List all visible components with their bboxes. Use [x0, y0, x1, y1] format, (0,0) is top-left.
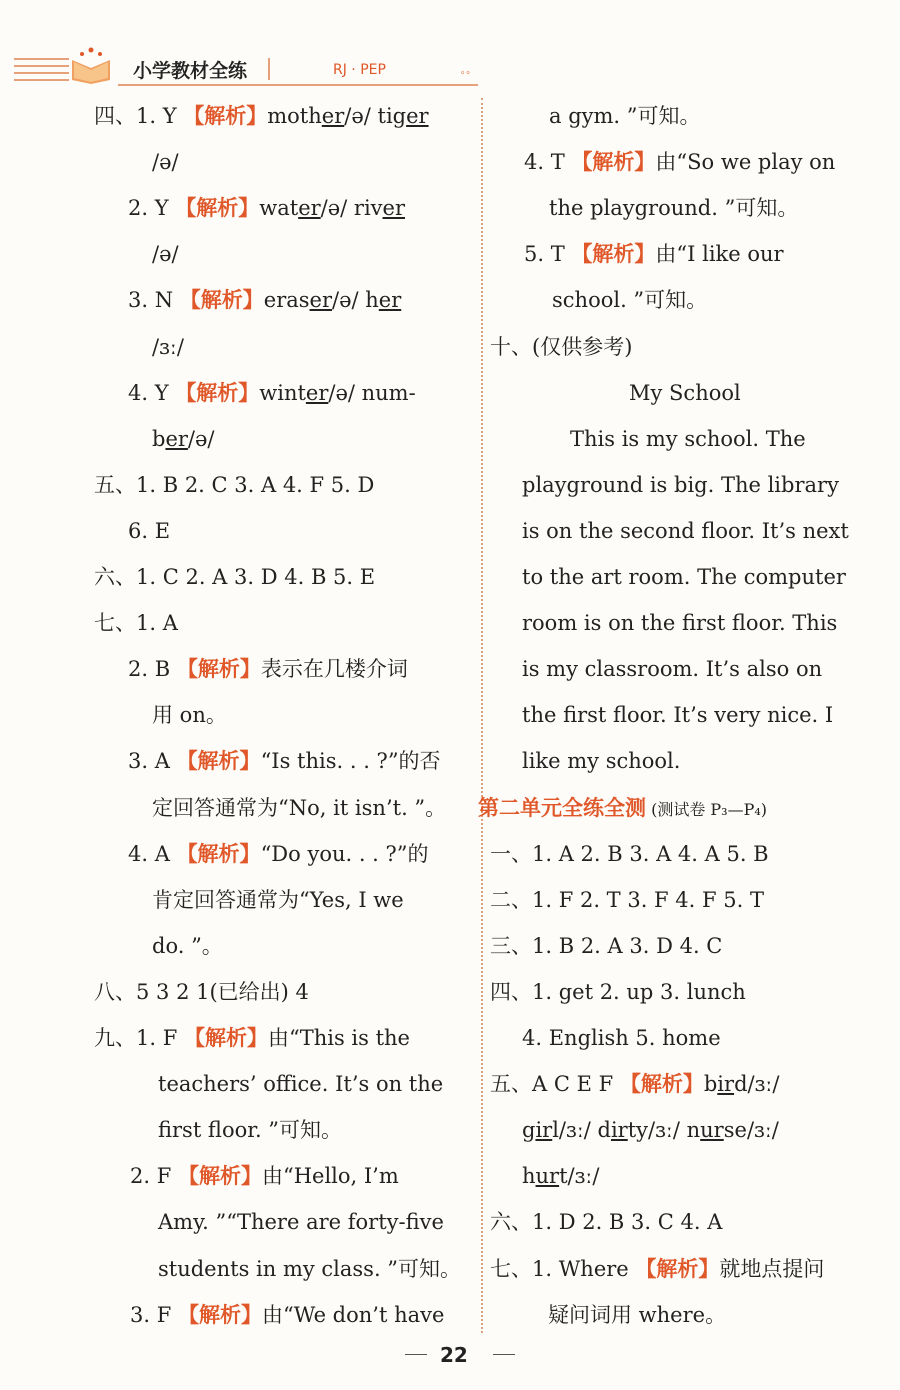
right-line [548, 1303, 726, 1327]
right-line [522, 565, 846, 589]
underlined-letters: er [378, 288, 402, 313]
text-run: b [703, 1072, 718, 1097]
right-line [490, 980, 746, 1004]
right-line [522, 749, 680, 773]
analysis-tag: 【解析】 [176, 841, 261, 866]
right-line [629, 381, 741, 405]
text-run: the first floor. It’s very nice. I [522, 703, 834, 728]
text-run: first floor. ”可知。 [158, 1118, 343, 1143]
left-line [128, 749, 441, 773]
right-line [478, 796, 767, 822]
header-decoration-lines [14, 58, 69, 86]
right-line [490, 888, 764, 912]
left-line [128, 842, 429, 866]
left-line [130, 1303, 444, 1327]
text-run: like my school. [522, 749, 681, 774]
text-run: 4. A [128, 841, 177, 866]
text-run: /ɜː/ [152, 334, 184, 359]
analysis-tag: 【解析】 [635, 1256, 720, 1281]
analysis-tag: 【解析】 [571, 242, 656, 267]
right-line [522, 1164, 599, 1188]
left-line [94, 611, 178, 635]
underlined-letters: er [309, 288, 332, 313]
text-run: “Do you. . . ?”的 [260, 841, 429, 866]
right-line [522, 1026, 721, 1050]
text-run: playground is big. The library [522, 472, 839, 497]
text-run: b [152, 426, 166, 451]
footer-dash-left [405, 1354, 427, 1355]
text-run: 肯定回答通常为“Yes, I we [152, 887, 404, 912]
text-run: wint [259, 380, 306, 405]
text-run: 6. E [128, 518, 171, 543]
header-separator [268, 58, 270, 80]
underlined-letters: er [321, 104, 345, 128]
right-line [522, 703, 833, 727]
left-line [158, 1257, 461, 1281]
right-line [490, 1210, 722, 1234]
text-run: ty/ɜː/ n [627, 1118, 701, 1143]
text-run: 用 on。 [152, 703, 227, 728]
text-run: /ə/ num- [328, 380, 416, 405]
left-line [152, 888, 404, 912]
analysis-tag: 【解析】 [177, 1302, 262, 1327]
right-line [490, 1257, 824, 1281]
right-line [490, 1072, 779, 1096]
text-run: 定回答通常为“No, it isn’t. ”。 [152, 795, 447, 820]
right-line [570, 427, 806, 451]
text-run: 二、1. F 2. T 3. F 4. F 5. T [490, 887, 764, 912]
page-header [0, 0, 900, 92]
left-line [94, 565, 375, 589]
underlined-letters: er [165, 426, 188, 451]
right-line [549, 104, 701, 128]
text-run: 疑问词用 where。 [548, 1302, 727, 1327]
text-run: 九、1. F [94, 1026, 184, 1050]
text-run: 3. N [128, 288, 180, 313]
text-run: /ə/ [152, 242, 179, 267]
text-run: 2. Y [128, 196, 176, 221]
text-run: se/ɜː/ [723, 1118, 779, 1143]
text-run: 四、1. Y [94, 104, 184, 128]
text-run: /ə/ [152, 150, 179, 175]
text-run: This is my school. The [570, 426, 806, 451]
text-run: room is on the first floor. This [522, 611, 838, 636]
text-run: 5. T [524, 242, 572, 267]
text-run: 4. English 5. home [522, 1026, 721, 1050]
text-run: 三、1. B 2. A 3. D 4. C [490, 933, 723, 958]
text-run: 4. Y [128, 380, 176, 405]
text-run: h [522, 1164, 536, 1189]
header-dots-decoration: ∘∘ [460, 66, 471, 79]
text-run: wat [259, 196, 299, 221]
text-run: /ə/ riv [320, 196, 383, 221]
left-line [128, 657, 408, 681]
text-run: 由“This is the [267, 1026, 410, 1050]
right-line [552, 288, 707, 312]
text-run: “Is this. . . ?”的否 [260, 749, 441, 774]
underlined-letters: ir [535, 1118, 553, 1143]
text-run: l/ɜː/ d [552, 1118, 611, 1143]
text-run: Amy. ”“There are forty-five [158, 1210, 444, 1235]
left-line [152, 150, 179, 174]
text-run: is my classroom. It’s also on [522, 657, 823, 682]
header-rule [118, 84, 478, 86]
text-run: 4. T [524, 150, 572, 175]
right-line [524, 242, 784, 266]
text-run: 一、1. A 2. B 3. A 4. A 5. B [490, 841, 769, 866]
text-run: 七、1. Where [490, 1256, 636, 1281]
text-run: 2. B [128, 657, 177, 682]
underlined-letters: er [305, 380, 329, 405]
edition-label: RJ · PEP [333, 62, 386, 78]
underlined-letters: er [406, 104, 429, 128]
page-number: 22 [440, 1343, 468, 1367]
right-line [490, 842, 769, 866]
left-line [130, 1164, 399, 1188]
text-run: /ə/ tig [344, 104, 407, 128]
analysis-tag: 【解析】 [183, 104, 268, 128]
analysis-tag: 【解析】 [183, 1026, 268, 1050]
text-run: /ə/ [187, 426, 215, 451]
text-run: 五、1. B 2. C 3. A 4. F 5. D [94, 472, 375, 497]
text-run: 十、(仅供参考) [490, 334, 633, 359]
text-run: 由“Hello, I’m [261, 1164, 399, 1189]
text-run: t/ɜː/ [559, 1164, 600, 1189]
left-line [128, 519, 170, 543]
left-line [94, 1026, 410, 1050]
text-run: 由“So we play on [655, 150, 836, 175]
text-run: 由“We don’t have [261, 1302, 445, 1327]
left-line [94, 104, 429, 128]
underlined-letters: er [298, 196, 321, 221]
right-line [490, 335, 632, 359]
underlined-letters: ir [610, 1118, 628, 1143]
text-run: teachers’ office. It’s on the [158, 1072, 444, 1097]
left-line [128, 288, 401, 312]
section-title: 第二单元全练全测 [478, 795, 646, 820]
text-run: 五、A C E F [490, 1072, 620, 1097]
right-line [549, 196, 798, 220]
text-run: 3. A [128, 749, 177, 774]
text-run: 表示在几楼介词 [260, 657, 408, 682]
left-line [152, 242, 179, 266]
text-run: /ə/ h [332, 288, 379, 313]
text-run: 六、1. C 2. A 3. D 4. B 5. E [94, 565, 376, 589]
left-line [152, 703, 227, 727]
left-line [128, 381, 416, 405]
text-run: 四、1. get 2. up 3. lunch [490, 979, 746, 1004]
underlined-letters: ur [535, 1164, 560, 1189]
right-line [522, 473, 839, 497]
text-run: 六、1. D 2. B 3. C 4. A [490, 1210, 723, 1235]
text-run: 七、1. A [94, 611, 178, 636]
brand-title: 小学教材全练 [133, 60, 248, 82]
text-run: 3. F [130, 1302, 178, 1327]
left-line [128, 196, 405, 220]
book-logo-icon [68, 46, 114, 84]
right-line [522, 519, 849, 543]
text-run: d/ɜː/ [734, 1072, 780, 1097]
left-line [158, 1210, 444, 1234]
analysis-tag: 【解析】 [177, 1164, 262, 1189]
left-line [152, 796, 446, 820]
right-line [522, 657, 822, 681]
underlined-letters: ur [700, 1118, 724, 1143]
text-run: a gym. ”可知。 [549, 104, 701, 128]
text-run: is on the second floor. It’s next [522, 518, 849, 543]
left-line [158, 1072, 443, 1096]
text-run: 就地点提问 [719, 1256, 825, 1281]
right-line [522, 1118, 779, 1142]
left-line [158, 1118, 342, 1142]
analysis-tag: 【解析】 [571, 150, 656, 175]
right-line [524, 150, 835, 174]
right-line [522, 611, 837, 635]
text-run: students in my class. ”可知。 [158, 1256, 462, 1281]
left-line [94, 980, 309, 1004]
section-note: (测试卷 P₃—P₄) [646, 799, 768, 819]
text-run: the playground. ”可知。 [549, 196, 799, 221]
text-run: 由“I like our [655, 242, 784, 267]
text-run: do. ”。 [152, 933, 223, 958]
left-line [94, 473, 374, 497]
text-run: to the art room. The computer [522, 565, 846, 589]
footer-dash-right [493, 1354, 515, 1355]
text-run: g [522, 1118, 536, 1143]
text-run: 八、5 3 2 1(已给出) 4 [94, 979, 309, 1004]
left-line [152, 427, 215, 451]
analysis-tag: 【解析】 [179, 288, 264, 313]
analysis-tag: 【解析】 [176, 749, 261, 774]
analysis-tag: 【解析】 [175, 380, 260, 405]
analysis-tag: 【解析】 [619, 1072, 704, 1097]
underlined-letters: ir [717, 1072, 735, 1097]
right-line [490, 934, 722, 958]
underlined-letters: er [382, 196, 405, 221]
text-run: 2. F [130, 1164, 178, 1189]
text-run: moth [267, 104, 322, 128]
analysis-tag: 【解析】 [176, 657, 261, 682]
essay-title: My School [629, 380, 741, 405]
text-run: school. ”可知。 [552, 288, 708, 313]
left-line [152, 934, 223, 958]
column-divider [481, 98, 483, 1333]
left-line [152, 335, 184, 359]
text-run: eras [263, 288, 310, 313]
analysis-tag: 【解析】 [175, 196, 260, 221]
